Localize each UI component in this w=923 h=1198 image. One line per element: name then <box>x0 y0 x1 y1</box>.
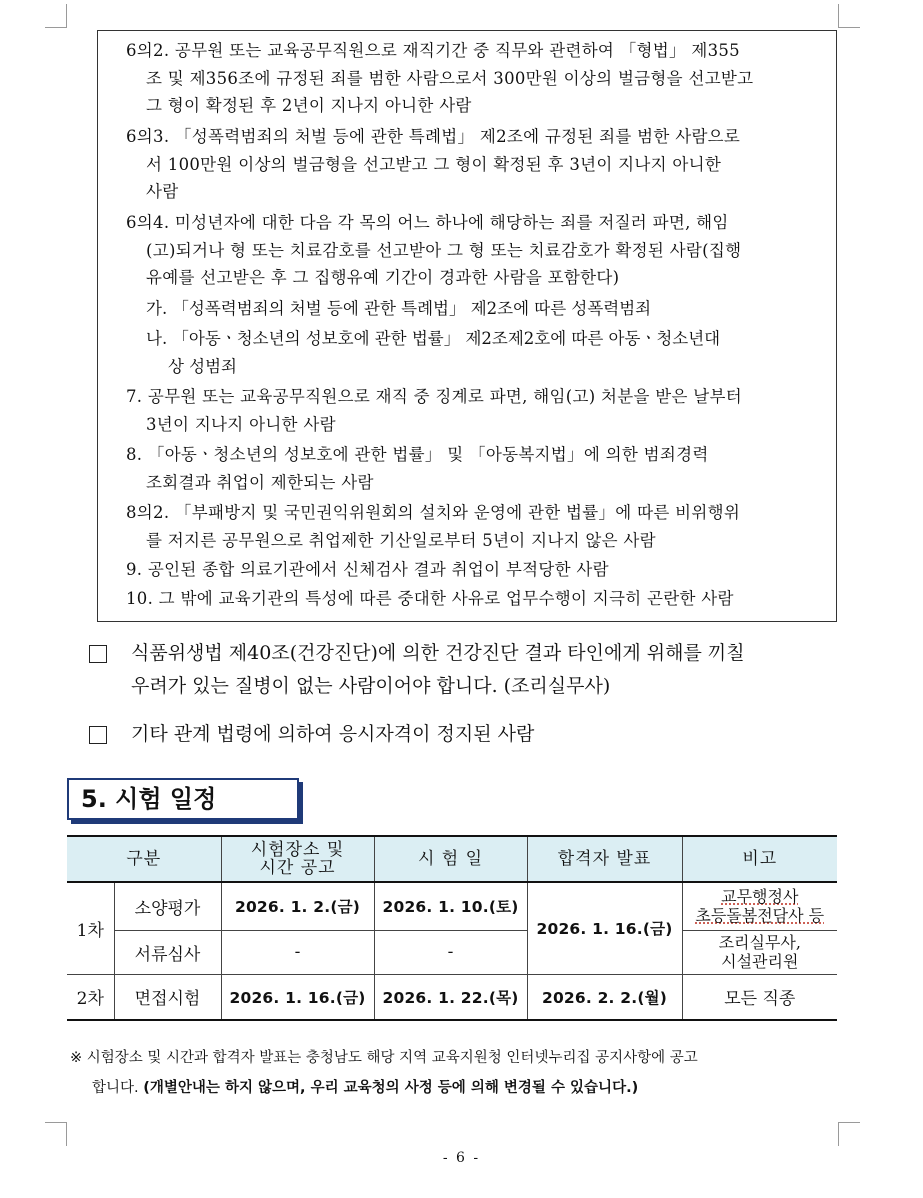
list-item-text: 9. 공인된 종합 의료기관에서 신체검사 결과 취업이 부적당한 사람 <box>126 560 609 579</box>
crop-mark-bottom-left <box>45 1122 67 1146</box>
requirement-health-check <box>89 637 839 707</box>
result-date: 2026. 2. 2.(월) <box>527 974 682 1020</box>
note-cell <box>682 930 837 974</box>
header-note: 비고 <box>682 836 837 882</box>
table-row <box>67 974 837 1020</box>
sub-item-ga <box>146 295 831 323</box>
crop-mark-bottom-right <box>838 1122 860 1146</box>
sub-item-na <box>146 325 831 380</box>
list-item-8 <box>126 441 831 496</box>
footnote-line <box>70 1073 840 1103</box>
note-line: 시설관리원 <box>721 952 799 971</box>
disqualification-list-box <box>97 30 837 622</box>
note-line: 교무행정사 <box>721 887 799 907</box>
list-item-text: 6의4. 미성년자에 대한 다음 각 목의 어느 하나에 해당하는 죄를 저질러 파면, 해임 <box>126 213 729 232</box>
exam-date: - <box>374 930 527 974</box>
exam-date: 2026. 1. 10.(토) <box>374 882 527 930</box>
list-item-10 <box>126 585 831 613</box>
list-item-text: 조 및 제356조에 규정된 죄를 범한 사람으로서 300만원 이상의 벌금형을 선고받고 <box>146 68 754 88</box>
list-item-7 <box>126 383 831 438</box>
note-cell <box>682 882 837 930</box>
footnote-bold-text: (개별안내는 하지 않으며, 우리 교육청의 사정 등에 의해 변경될 수 있습니다.) <box>143 1080 639 1096</box>
list-item-6-2 <box>126 37 831 120</box>
sub-item-text: 상 성범죄 <box>168 356 238 376</box>
note-line: 초등돌봄전담사 등 <box>695 906 825 926</box>
header-category: 구분 <box>67 836 221 882</box>
header-exam-date: 시 험 일 <box>374 836 527 882</box>
list-item-text: 그 형이 확정된 후 2년이 지나지 아니한 사람 <box>146 96 472 115</box>
list-item-6-3 <box>126 123 831 206</box>
venue-date: 2026. 1. 16.(금) <box>221 974 374 1020</box>
list-item-text: 를 저지른 공무원으로 취업제한 기산일로부터 5년이 지나지 않은 사람 <box>146 530 656 550</box>
checkbox-square-icon <box>89 726 107 744</box>
sub-item-text: 나. 「아동ㆍ청소년의 성보호에 관한 법률」 제2조제2호에 따른 아동ㆍ청소년대 <box>146 329 721 348</box>
footnote-line: ※ 시험장소 및 시간과 합격자 발표는 충청남도 해당 지역 교육지원청 인터넷누리집 공지사항에 공고 <box>70 1050 698 1066</box>
header-venue-line: 시간 공고 <box>259 858 336 878</box>
result-date: 2026. 1. 16.(금) <box>527 882 682 974</box>
list-item-text: 8. 「아동ㆍ청소년의 성보호에 관한 법률」 및 「아동복지법」에 의한 범죄경력 <box>126 445 709 464</box>
schedule-footnote <box>70 1043 840 1103</box>
header-venue <box>221 836 374 882</box>
note-line: 조리실무사, <box>718 933 801 952</box>
sub-item-text: 가. 「성폭력범죄의 처벌 등에 관한 특례법」 제2조에 따른 성폭력범죄 <box>146 299 652 318</box>
list-item-9 <box>126 556 831 584</box>
list-item-text: 서 100만원 이상의 벌금형을 선고받고 그 형이 확정된 후 3년이 지나지 아니한 <box>146 154 722 174</box>
list-item-6-4 <box>126 209 831 292</box>
note-cell: 모든 직종 <box>682 974 837 1020</box>
exam-schedule-table <box>67 835 837 1021</box>
venue-date: - <box>221 930 374 974</box>
requirement-other-laws <box>89 718 839 752</box>
requirement-text: 기타 관계 법령에 의하여 응시자격이 정지된 사람 <box>131 723 535 745</box>
list-item-text: 7. 공무원 또는 교육공무직원으로 재직 중 징계로 파면, 해임(고) 처분을 받은 날부터 <box>126 387 743 406</box>
list-item-text: 10. 그 밖에 교육기관의 특성에 따른 중대한 사유로 업무수행이 지극히 곤란한 사람 <box>126 589 734 608</box>
table-row <box>67 882 837 930</box>
list-item-text: 6의3. 「성폭력범죄의 처벌 등에 관한 특례법」 제2조에 규정된 죄를 범한 사람으로 <box>126 127 741 146</box>
round-label: 2차 <box>67 974 114 1020</box>
exam-date: 2026. 1. 22.(목) <box>374 974 527 1020</box>
crop-mark-top-right <box>838 4 860 28</box>
venue-date: 2026. 1. 2.(금) <box>221 882 374 930</box>
round-label: 1차 <box>67 882 114 974</box>
list-item-8-2 <box>126 499 831 554</box>
requirement-line: 식품위생법 제40조(건강진단)에 의한 건강진단 결과 타인에게 위해를 끼칠 <box>131 642 745 664</box>
crop-mark-top-left <box>45 4 67 28</box>
list-item-text: 6의2. 공무원 또는 교육공무직원으로 재직기간 중 직무와 관련하여 「형법」 제355 <box>126 41 740 60</box>
table-row <box>67 930 837 974</box>
exam-type: 면접시험 <box>114 974 221 1020</box>
requirement-line: 우려가 있는 질병이 없는 사람이어야 합니다. (조리실무사) <box>131 675 611 697</box>
requirement-text <box>131 637 839 703</box>
list-item-text: 8의2. 「부패방지 및 국민권익위원회의 설치와 운영에 관한 법률」에 따른 비위행위 <box>126 503 741 522</box>
footnote-text: 합니다. <box>92 1080 144 1096</box>
exam-type: 소양평가 <box>114 882 221 930</box>
header-result: 합격자 발표 <box>527 836 682 882</box>
header-venue-line: 시험장소 및 <box>250 840 345 860</box>
list-item-text: 조회결과 취업이 제한되는 사람 <box>146 472 374 492</box>
table-header-row <box>67 836 837 882</box>
list-item-text: 사람 <box>146 182 179 201</box>
section-title: 5. 시험 일정 <box>67 778 299 820</box>
page-number: - 6 - <box>442 1150 481 1166</box>
list-item-text: 유예를 선고받은 후 그 집행유예 기간이 경과한 사람을 포함한다) <box>146 268 620 287</box>
list-item-text: 3년이 지나지 아니한 사람 <box>146 414 336 434</box>
list-item-text: (고)되거나 형 또는 치료감호를 선고받아 그 형 또는 치료감호가 확정된 사람(집행 <box>146 240 742 260</box>
exam-type: 서류심사 <box>114 930 221 974</box>
checkbox-square-icon <box>89 645 107 663</box>
